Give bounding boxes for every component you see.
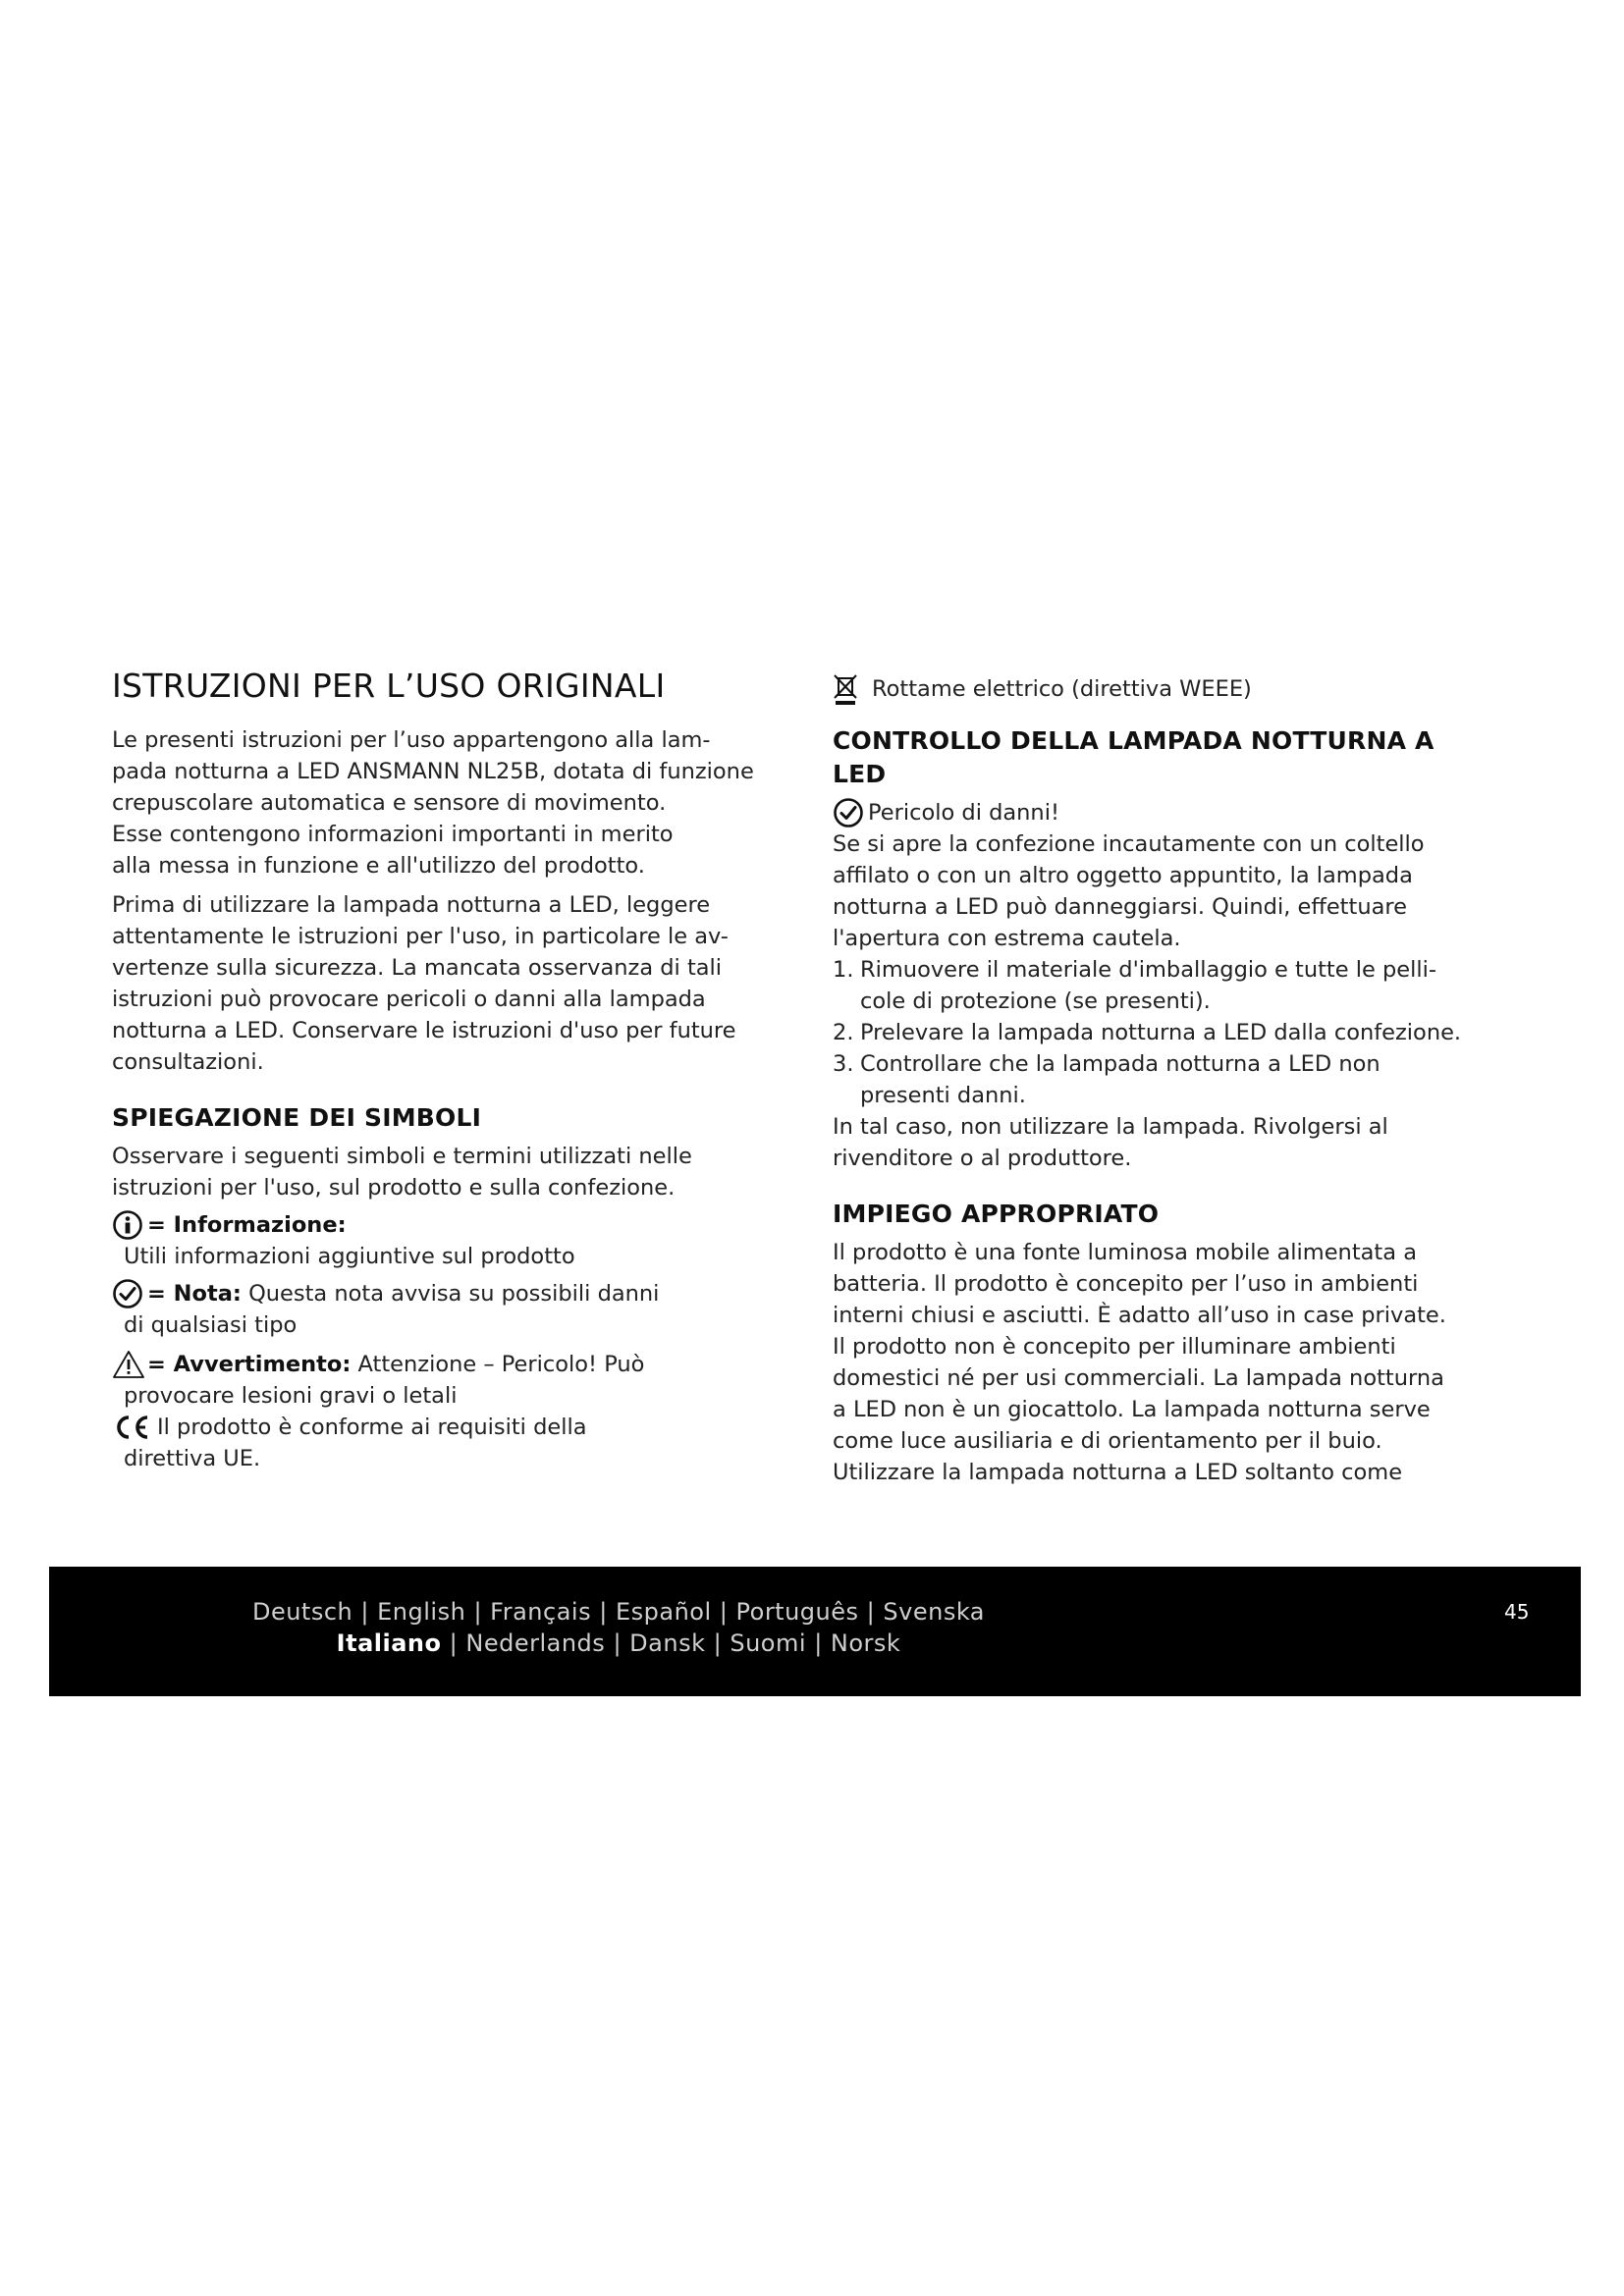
steps-list [833, 954, 1492, 1111]
step-number: 2. [833, 1020, 854, 1045]
text-line: Se si apre la confezione incautamente con un coltello [833, 831, 1425, 857]
language-separator: | [449, 1629, 459, 1657]
danger-label: Pericolo di danni! [868, 800, 1059, 826]
language-separator: | [360, 1598, 369, 1626]
language-separator: | [613, 1629, 623, 1657]
text-line: cole di protezione (se presenti). [860, 988, 1211, 1014]
info-label: = Informazione: [147, 1212, 347, 1238]
danger-row [833, 797, 1492, 828]
text-line: attentamente le istruzioni per l'uso, in particolare le av- [112, 924, 729, 949]
text-line: notturna a LED. Conservare le istruzioni d'uso per future [112, 1018, 736, 1043]
note-text-continued: di qualsiasi tipo [124, 1312, 298, 1338]
language-separator: | [713, 1629, 723, 1657]
language-norsk[interactable]: Norsk [830, 1629, 901, 1657]
crossed-bin-icon [833, 673, 872, 705]
language-english[interactable]: English [377, 1598, 466, 1626]
language-francais[interactable]: Français [490, 1598, 592, 1626]
text-line: Esse contengono informazioni importanti in merito [112, 822, 674, 847]
warning-label: = Avvertimento: [147, 1352, 352, 1377]
step-number: 3. [833, 1051, 854, 1077]
text-line: interni chiusi e asciutti. È adatto all’uso in case private. [833, 1303, 1446, 1328]
ce-text: Il prodotto è conforme ai requisiti della [157, 1415, 587, 1440]
footer-language-bar [49, 1567, 1581, 1696]
list-item [833, 1017, 1492, 1048]
text-line: Prelevare la lampada notturna a LED dalla confezione. [860, 1020, 1462, 1045]
text-line: Controllare che la lampada notturna a LED non [860, 1051, 1380, 1077]
warning-triangle-icon [112, 1349, 147, 1380]
check-circle-icon [112, 1278, 147, 1309]
language-suomi[interactable]: Suomi [730, 1629, 807, 1657]
symbols-heading: SPIEGAZIONE DEI SIMBOLI [112, 1103, 482, 1132]
ce-text-continued: direttiva UE. [124, 1446, 261, 1471]
text-line: vertenze sulla sicurezza. La mancata osservanza di tali [112, 955, 723, 981]
language-separator: | [866, 1598, 876, 1626]
text-line: Il prodotto è una fonte luminosa mobile alimentata a [833, 1240, 1417, 1265]
text-line: crepuscolare automatica e sensore di movimento. [112, 790, 667, 816]
warning-text: Attenzione – Pericolo! Può [357, 1352, 645, 1377]
note-text: Questa nota avvisa su possibili danni [248, 1281, 660, 1307]
language-espanol[interactable]: Español [615, 1598, 712, 1626]
text-line: Prima di utilizzare la lampada notturna a LED, leggere [112, 892, 711, 918]
info-text: Utili informazioni aggiuntive sul prodotto [124, 1244, 575, 1269]
text-line: istruzioni per l'uso, sul prodotto e sulla confezione. [112, 1175, 676, 1201]
intro-paragraph-1 [112, 724, 789, 881]
list-item [833, 954, 1492, 1017]
symbol-warning-row [112, 1349, 789, 1380]
ce-mark-icon [112, 1412, 157, 1443]
note-label: = Nota: [147, 1281, 242, 1307]
symbol-note-row [112, 1278, 789, 1309]
right-column [833, 664, 1492, 1488]
text-line: domestici né per usi commerciali. La lampada notturna [833, 1365, 1444, 1391]
text-line: Le presenti istruzioni per l’uso appartengono alla lam- [112, 727, 711, 753]
language-italiano[interactable]: Italiano [336, 1629, 442, 1657]
text-line: batteria. Il prodotto è concepito per l’uso in ambienti [833, 1271, 1419, 1297]
language-portugues[interactable]: Português [735, 1598, 859, 1626]
language-svenska[interactable]: Svenska [883, 1598, 986, 1626]
language-separator: | [719, 1598, 729, 1626]
language-nederlands[interactable]: Nederlands [465, 1629, 606, 1657]
text-line: affilato o con un altro oggetto appuntito, la lampada [833, 863, 1413, 888]
text-line: Utilizzare la lampada notturna a LED soltanto come [833, 1460, 1403, 1485]
language-separator: | [473, 1598, 483, 1626]
text-line: alla messa in funzione e all'utilizzo del prodotto. [112, 853, 645, 879]
language-dansk[interactable]: Dansk [629, 1629, 706, 1657]
text-line: rivenditore o al produttore. [833, 1146, 1132, 1171]
language-separator: | [814, 1629, 823, 1657]
language-deutsch[interactable]: Deutsch [251, 1598, 353, 1626]
step-number: 1. [833, 957, 854, 983]
text-line: l'apertura con estrema cautela. [833, 926, 1181, 951]
warning-text-continued: provocare lesioni gravi o letali [124, 1383, 458, 1409]
check-circle-icon [833, 797, 868, 828]
text-line: presenti danni. [860, 1083, 1026, 1108]
text-line: In tal caso, non utilizzare la lampada. Rivolgersi al [833, 1114, 1388, 1140]
text-line: a LED non è un giocattolo. La lampada notturna serve [833, 1397, 1431, 1422]
info-icon [112, 1209, 147, 1241]
symbol-info-row [112, 1209, 789, 1241]
check-heading: CONTROLLO DELLA LAMPADA NOTTURNA A LED [833, 726, 1435, 788]
text-line: come luce ausiliaria e di orientamento per il buio. [833, 1428, 1382, 1454]
text-line: Osservare i seguenti simboli e termini utilizzati nelle [112, 1144, 692, 1169]
text-line: notturna a LED può danneggiarsi. Quindi, effettuare [833, 894, 1407, 920]
text-line: Il prodotto non è concepito per illuminare ambienti [833, 1334, 1396, 1360]
text-line: istruzioni può provocare pericoli o danni alla lampada [112, 987, 706, 1012]
left-column [112, 664, 789, 1474]
symbol-ce-row [112, 1412, 789, 1443]
language-line-1 [49, 1596, 1188, 1628]
text-line: Rimuovere il materiale d'imballaggio e tutte le pelli- [860, 957, 1436, 983]
text-line: consultazioni. [112, 1049, 264, 1075]
page-title: ISTRUZIONI PER L’USO ORIGINALI [112, 667, 666, 705]
page-number: 45 [1504, 1600, 1530, 1624]
use-heading: IMPIEGO APPROPRIATO [833, 1200, 1160, 1228]
weee-text: Rottame elettrico (direttiva WEEE) [872, 676, 1252, 702]
language-separator: | [599, 1598, 608, 1626]
intro-paragraph-2 [112, 889, 789, 1078]
language-line-2 [49, 1628, 1188, 1659]
text-line: pada notturna a LED ANSMANN NL25B, dotata di funzione [112, 759, 754, 784]
weee-row [833, 673, 1492, 705]
list-item [833, 1048, 1492, 1111]
